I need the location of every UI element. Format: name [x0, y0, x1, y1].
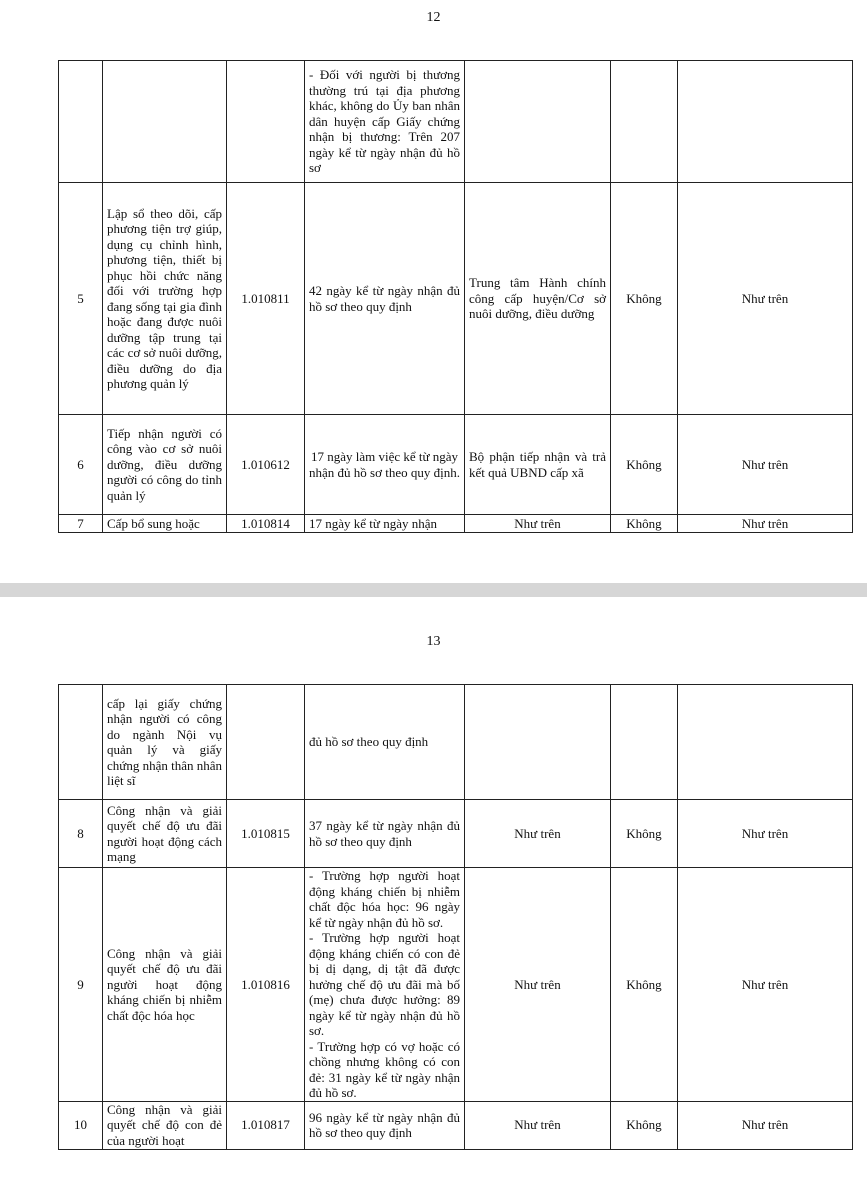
basis-cell: Như trên	[678, 415, 853, 515]
stt-cell	[59, 685, 103, 800]
stt-cell	[59, 61, 103, 183]
table-row	[59, 415, 853, 515]
table-row	[59, 800, 853, 868]
code-cell	[227, 685, 305, 800]
procedure-name-cell: Công nhận và giải quyết chế độ ưu đãi người hoạt động cách mạng	[103, 800, 227, 868]
table-row	[59, 868, 853, 1102]
code-cell: 1.010612	[227, 415, 305, 515]
page-12	[0, 0, 867, 583]
stt-cell: 10	[59, 1101, 103, 1149]
table-row	[59, 685, 853, 800]
procedure-name-cell: Tiếp nhận người có công vào cơ sở nuôi dưỡng, điều dưỡng người có công do tỉnh quản lý	[103, 415, 227, 515]
basis-cell: Như trên	[678, 800, 853, 868]
procedure-name-cell	[103, 61, 227, 183]
table-row	[59, 61, 853, 183]
basis-cell	[678, 61, 853, 183]
procedures-table	[58, 684, 853, 1150]
code-cell: 1.010815	[227, 800, 305, 868]
fee-cell: Không	[611, 1101, 678, 1149]
fee-cell: Không	[611, 800, 678, 868]
basis-cell	[678, 685, 853, 800]
stt-cell: 6	[59, 415, 103, 515]
place-cell: Trung tâm Hành chính công cấp huyện/Cơ sở nuôi dưỡng, điều dưỡng	[465, 183, 611, 415]
table-row	[59, 183, 853, 415]
basis-cell: Như trên	[678, 868, 853, 1102]
time-cell: 17 ngày làm việc kể từ ngày nhận đủ hồ sơ theo quy định.	[305, 415, 465, 515]
stt-cell: 8	[59, 800, 103, 868]
fee-cell: Không	[611, 868, 678, 1102]
time-cell: đủ hồ sơ theo quy định	[305, 685, 465, 800]
code-cell: 1.010816	[227, 868, 305, 1102]
time-cell: 96 ngày kể từ ngày nhận đủ hồ sơ theo quy định	[305, 1101, 465, 1149]
procedure-name-cell: cấp lại giấy chứng nhận người có công do ngành Nội vụ quản lý và giấy chứng nhận thân nhân liệt sĩ	[103, 685, 227, 800]
place-cell	[465, 61, 611, 183]
procedure-name-cell: Cấp bổ sung hoặc	[103, 515, 227, 533]
fee-cell: Không	[611, 183, 678, 415]
time-case-2: - Trường hợp người hoạt động kháng chiến có con đẻ bị dị dạng, dị tật đã được hưởng chế độ ưu đãi mà bố (mẹ) chưa được hưởng: 89 ngày kể từ ngày nhận đủ hồ sơ.	[309, 930, 460, 1038]
procedures-table	[58, 60, 853, 533]
basis-cell: Như trên	[678, 515, 853, 533]
place-cell: Như trên	[465, 515, 611, 533]
table-row	[59, 1101, 853, 1149]
page-number: 12	[426, 10, 441, 25]
procedure-name-cell: Công nhận và giải quyết chế độ ưu đãi người hoạt động kháng chiến bị nhiễm chất độc hóa học	[103, 868, 227, 1102]
time-cell: 42 ngày kể từ ngày nhận đủ hồ sơ theo quy định	[305, 183, 465, 415]
fee-cell: Không	[611, 415, 678, 515]
page-number: 13	[426, 634, 441, 649]
stt-cell: 5	[59, 183, 103, 415]
page-13	[0, 597, 867, 1200]
place-cell	[465, 685, 611, 800]
fee-cell	[611, 61, 678, 183]
procedure-name-cell: Lập sổ theo dõi, cấp phương tiện trợ giúp, dụng cụ chỉnh hình, phương tiện, thiết bị phục hồi chức năng đối với trường hợp đang sống tại gia đình hoặc đang được nuôi dưỡng tập trung tại các cơ sở nuôi dưỡng, điều dưỡng do địa phương quản lý	[103, 183, 227, 415]
code-cell: 1.010817	[227, 1101, 305, 1149]
fee-cell: Không	[611, 515, 678, 533]
basis-cell: Như trên	[678, 183, 853, 415]
stt-cell: 9	[59, 868, 103, 1102]
time-cell: - Đối với người bị thương thường trú tại địa phương khác, không do Ủy ban nhân dân huyện cấp Giấy chứng nhận bị thương: Trên 207 ngày kể từ ngày nhận đủ hồ sơ	[305, 61, 465, 183]
code-cell: 1.010814	[227, 515, 305, 533]
place-cell: Như trên	[465, 800, 611, 868]
procedure-name-cell: Công nhận và giải quyết chế độ con đẻ của người hoạt	[103, 1101, 227, 1149]
place-cell: Bộ phận tiếp nhận và trả kết quả UBND cấp xã	[465, 415, 611, 515]
time-cell: 37 ngày kể từ ngày nhận đủ hồ sơ theo quy định	[305, 800, 465, 868]
code-cell	[227, 61, 305, 183]
time-cell	[305, 868, 465, 1102]
code-cell: 1.010811	[227, 183, 305, 415]
time-cell: 17 ngày kể từ ngày nhận	[305, 515, 465, 533]
basis-cell: Như trên	[678, 1101, 853, 1149]
stt-cell: 7	[59, 515, 103, 533]
page-separator	[0, 583, 867, 597]
place-cell: Như trên	[465, 1101, 611, 1149]
table-row	[59, 515, 853, 533]
fee-cell	[611, 685, 678, 800]
time-case-1: - Trường hợp người hoạt động kháng chiến bị nhiễm chất độc hóa học: 96 ngày kể từ ngày nhận đủ hồ sơ.	[309, 868, 460, 930]
time-case-3: - Trường hợp có vợ hoặc có chồng nhưng không có con đẻ: 31 ngày kể từ ngày nhận đủ hồ sơ.	[309, 1038, 460, 1100]
place-cell: Như trên	[465, 868, 611, 1102]
